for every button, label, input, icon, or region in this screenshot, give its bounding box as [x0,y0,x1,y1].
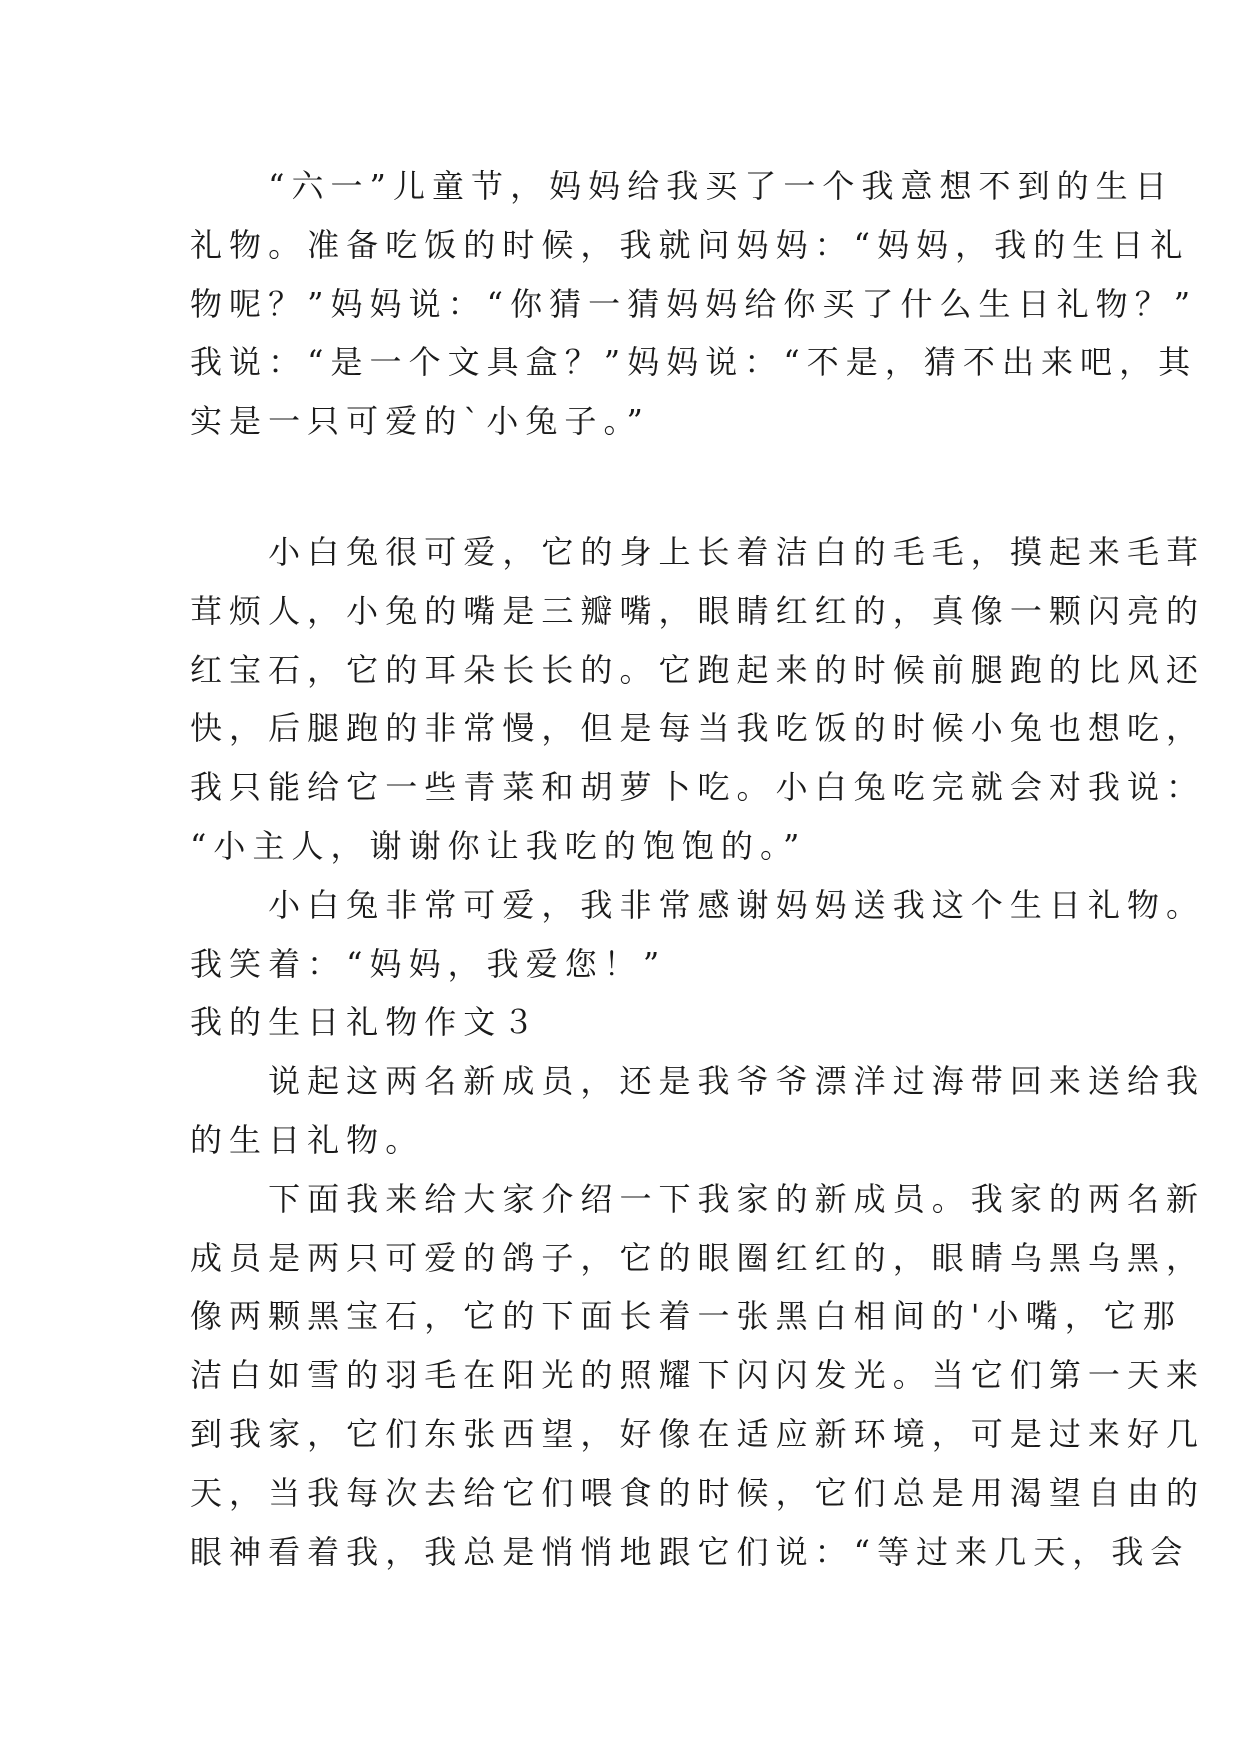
text-line: 我只能给它一些青菜和胡萝卜吃。小白兔吃完就会对我说： [190,768,1206,807]
text-line: 眼神看着我，我总是悄悄地跟它们说：“等过来几天，我会 [190,1532,1190,1571]
text-line: 说起这两名新成员，还是我爷爷漂洋过海带回来送给我 [190,1062,1206,1101]
paragraph [190,876,1206,994]
paragraph [190,1052,1206,1170]
paragraph [190,1170,1206,1582]
paragraph-spacer [190,451,1076,523]
text-line: 小白兔很可爱，它的身上长着洁白的毛毛，摸起来毛茸 [190,532,1206,571]
text-line: 礼物。准备吃饭的时候，我就问妈妈：“妈妈，我的生日礼 [190,225,1190,264]
text-line: 洁白如雪的羽毛在阳光的照耀下闪闪发光。当它们第一天来 [190,1356,1206,1395]
text-line: 快，后腿跑的非常慢，但是每当我吃饭的时候小兔也想吃， [190,709,1206,748]
text-line: 下面我来给大家介绍一下我家的新成员。我家的两名新 [190,1179,1206,1218]
text-line: 实是一只可爱的`小兔子。” [190,402,650,441]
text-line: 到我家，它们东张西望，好像在适应新环境，可是过来好几 [190,1414,1206,1453]
paragraph [190,523,1206,876]
text-line: 我说：“是一个文具盒？”妈妈说：“不是，猜不出来吧，其 [190,343,1198,382]
text-line: 红宝石，它的耳朵长长的。它跑起来的时候前腿跑的比风还 [190,650,1206,689]
paragraph [190,157,1198,451]
text-line: 小白兔非常可爱，我非常感谢妈妈送我这个生日礼物。 [190,885,1206,924]
text-line: 像两颗黑宝石，它的下面长着一张黑白相间的'小嘴，它那 [190,1297,1182,1336]
text-line: “小主人，谢谢你让我吃的饱饱的。” [190,826,807,865]
text-line: 茸烦人，小兔的嘴是三瓣嘴，眼睛红红的，真像一颗闪亮的 [190,591,1206,630]
text-line: “六一”儿童节，妈妈给我买了一个我意想不到的生日 [190,167,1174,205]
document-body [190,157,1206,1581]
section-heading: 我的生日礼物作文３ [190,1003,542,1042]
text-line: 的生日礼物。 [190,1120,425,1159]
text-line: 成员是两只可爱的鸽子，它的眼圈红红的，眼睛乌黑乌黑， [190,1238,1206,1277]
text-line: 我笑着：“妈妈，我爱您！” [190,944,667,983]
text-line: 天，当我每次去给它们喂食的时候，它们总是用渴望自由的 [190,1473,1206,1512]
text-line: 物呢？”妈妈说：“你猜一猜妈妈给你买了什么生日礼物？” [190,284,1198,323]
